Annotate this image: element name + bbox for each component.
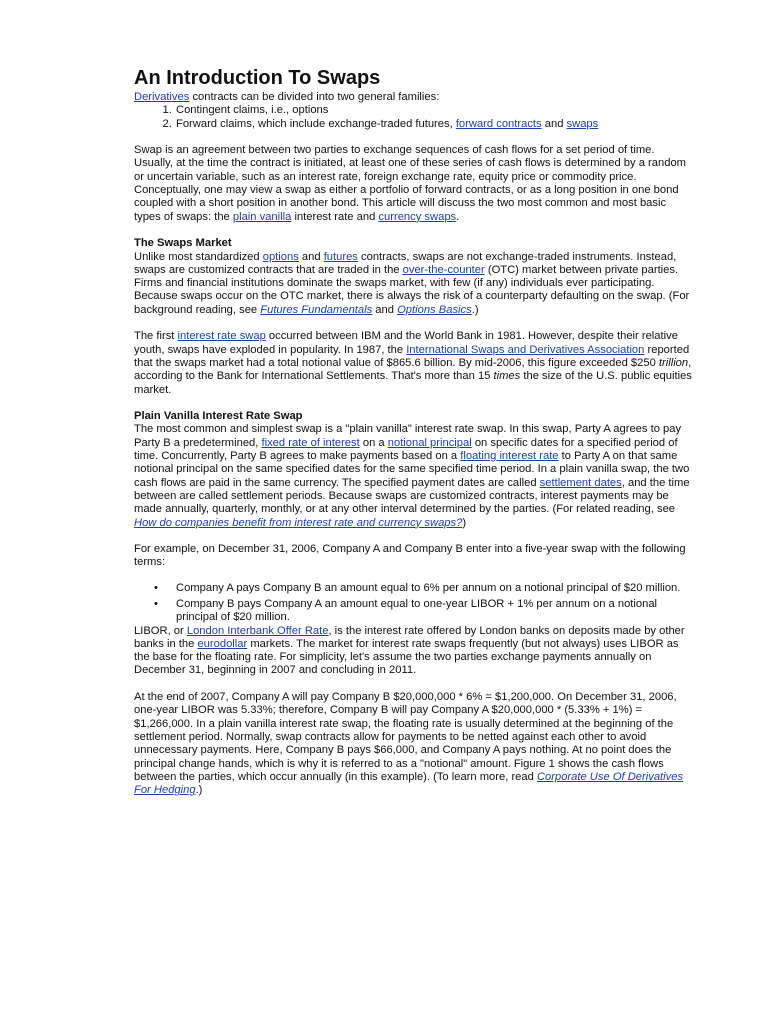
section-heading-plain-vanilla: Plain Vanilla Interest Rate Swap (134, 410, 303, 423)
link-eurodollar[interactable]: eurodollar (197, 637, 248, 650)
link-derivatives[interactable]: Derivatives (134, 91, 190, 103)
list-item: 2. Forward claims, which include exchange-traded futures, forward contracts and swaps (175, 118, 694, 131)
definition-paragraph: Swap is an agreement between two parties to exchange sequences of cash flows for a set period of time. Usually, at the time the contract is initiated, at least one of these series of cash flows is determined by a random or uncertain variable, such as an interest rate, foreign exchange rate, equity price or commodity price. Conceptually, one may view a swap as either a portfolio of forward contracts, or as a long position in one bond coupled with a short position in another bond. This article will discuss the two most common and most basic types of swaps: the plain vanilla interest rate and currency swaps. (134, 144, 686, 223)
link-currency-swaps[interactable]: currency swaps (378, 210, 457, 223)
intro-list (134, 104, 694, 131)
terms-list (134, 582, 694, 625)
link-isda[interactable]: International Swaps and Derivatives Association (406, 343, 645, 356)
swaps-market-paragraph: Unlike most standardized options and futures contracts, swaps are not exchange-traded instruments. Instead, swaps are customized contracts that are traded in the over-the-counter (OTC) market between private parties. Firms and financial institutions dominate the swaps market, with few (if any) individuals ever participating. Because swaps occur on the OTC market, there is always the risk of a counterparty defaulting on the swap. (For background reading, see Futures Fundamentals and Options Basics.) (134, 250, 690, 316)
link-settlement-dates[interactable]: settlement dates (539, 476, 622, 489)
payment-example-paragraph: At the end of 2007, Company A will pay Company B $20,000,000 * 6% = $1,200,000. On December 31, 2006, one-year LIBOR was 5.33%; therefore, Company B will pay Company A $20,000,000 * (5.33% + 1%) = $1,266,000. In a plain vanilla interest rate swap, the floating rate is usually determined at the beginning of the settlement period. Normally, swap contracts allow for payments to be netted against each other to avoid unnecessary payments. Here, Company B pays $66,000, and Company A pays nothing. At no point does the principal change hands, which is why it is referred to as a "notional" amount. Figure 1 shows the cash flows between the parties, which occur annually (in this example). (To learn more, read Corporate Use Of Derivatives For Hedging.) (134, 691, 684, 797)
history-paragraph: The first interest rate swap occurred between IBM and the World Bank in 1981. However, despite their relative youth, swaps have exploded in popularity. In 1987, the International Swaps and Derivatives Association reported that the swaps market had a total notional value of $865.6 billion. By mid-2006, this figure exceeded $250 trillion, according to the Bank for International Settlements. That's more than 15 times the size of the U.S. public equities market. (134, 330, 692, 396)
link-futures[interactable]: futures (323, 250, 358, 263)
list-item: • Company A pays Company B an amount equal to 6% per annum on a notional principal of $20 million. (176, 582, 694, 595)
link-swaps[interactable]: swaps (566, 117, 599, 130)
link-forward-contracts[interactable]: forward contracts (455, 117, 542, 130)
link-floating-interest-rate[interactable]: floating interest rate (460, 450, 559, 463)
link-interest-rate-swap[interactable]: interest rate swap (177, 330, 266, 343)
link-london-interbank-offer-rate[interactable]: London Interbank Offer Rate (186, 624, 329, 637)
link-plain-vanilla[interactable]: plain vanilla (232, 210, 292, 223)
link-corporate-use-of-derivatives[interactable]: Corporate Use Of Derivatives For Hedging (134, 770, 684, 797)
link-options-basics[interactable]: Options Basics (397, 303, 472, 316)
list-item: • Company B pays Company A an amount equal to one-year LIBOR + 1% per annum on a notional principal of $20 million. (176, 598, 694, 625)
plain-vanilla-paragraph: The most common and simplest swap is a "plain vanilla" interest rate swap. In this swap, Party A agrees to pay Party B a predetermined, fixed rate of interest on a notional principal on specific dates for a specified period of time. Concurrently, Party B agrees to make payments based on a floating interest rate to Party A on that same notional principal on the same specified dates for the same specified time period. In a plain vanilla swap, the two cash flows are paid in the same currency. The specified payment dates are called settlement dates, and the time between are called settlement periods. Because swaps are customized contracts, interest payments may be made annually, quarterly, monthly, or at any other interval determined by the parties. (For related reading, see How do companies benefit from interest rate and currency swaps?) (134, 423, 690, 529)
link-notional-principal[interactable]: notional principal (387, 436, 472, 449)
page-title: An Introduction To Swaps (134, 67, 381, 89)
link-futures-fundamentals[interactable]: Futures Fundamentals (260, 303, 373, 316)
link-fixed-rate[interactable]: fixed rate of interest (261, 436, 360, 449)
intro-paragraph: Derivatives contracts can be divided into two general families: (134, 91, 440, 103)
link-options[interactable]: options (262, 250, 299, 263)
link-over-the-counter[interactable]: over-the-counter (402, 263, 485, 276)
link-how-do-companies-benefit[interactable]: How do companies benefit from interest rate and currency swaps? (134, 516, 463, 529)
libor-paragraph: LIBOR, or London Interbank Offer Rate, is the interest rate offered by London banks on deposits made by other banks in the eurodollar markets. The market for interest rate swaps frequently (but not always) uses LIBOR as the base for the floating rate. For simplicity, let's assume the two parties exchange payments annually on December 31, beginning in 2007 and concluding in 2011. (134, 624, 685, 677)
document-page (134, 66, 694, 797)
section-heading-swaps-market: The Swaps Market (134, 237, 232, 250)
example-paragraph: For example, on December 31, 2006, Company A and Company B enter into a five-year swap with the following terms: (134, 543, 686, 569)
list-item: 1. Contingent claims, i.e., options (175, 104, 694, 117)
